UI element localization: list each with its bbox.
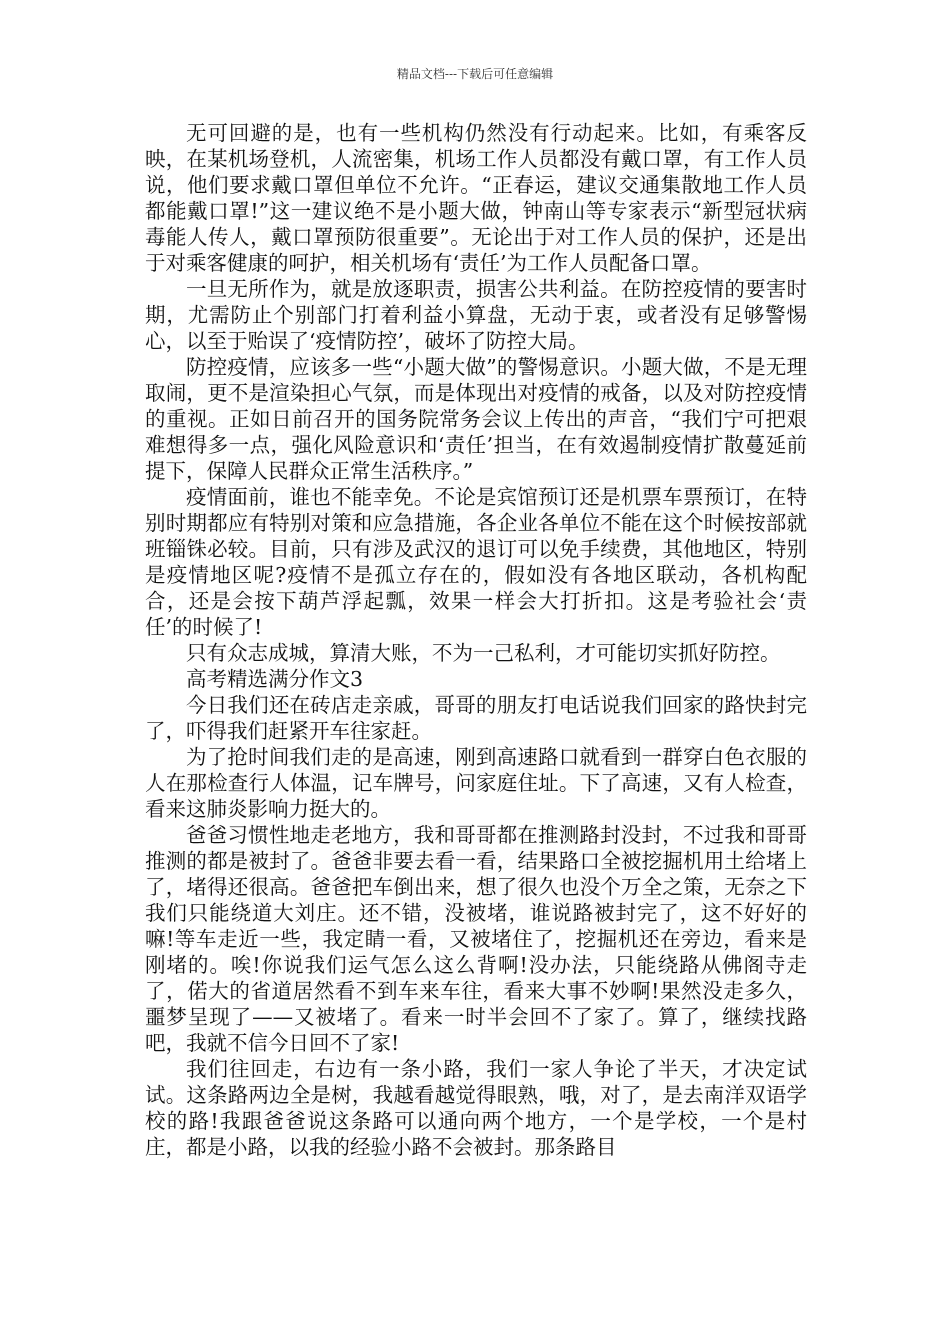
paragraph: 爸爸习惯性地走老地方，我和哥哥都在推测路封没封，不过我和哥哥推测的都是被封了。爸爸非要去看一看，结果路口全被挖掘机用土给堵上了，堵得还很高。爸爸把车倒出来，想了很久也没个万全之策，无奈之下我们只能绕道大刘庄。还不错，没被堵，谁说路被封完了，这不好好的嘛!等车走近一些，我定睛一看，又被堵住了，挖掘机还在旁边，看来是刚堵的。唉!你说我们运气怎么这么背啊!没办法，只能绕路从佛阁寺走了，偌大的省道居然看不到车来车往，看来大事不妙啊!果然没走多久，噩梦呈现了——又被堵了。看来一时半会回不了家了。算了，继续找路吧，我就不信今日回不了家! [145, 823, 807, 1055]
paragraph: 无可回避的是，也有一些机构仍然没有行动起来。比如，有乘客反映，在某机场登机，人流密集，机场工作人员都没有戴口罩，有工作人员说，他们要求戴口罩但单位不允许。“正春运，建议交通集散地工作人员都能戴口罩!”这一建议绝不是小题大做，钟南山等专家表示“新型冠状病毒能人传人，戴口罩预防很重要”。无论出于对工作人员的保护，还是出于对乘客健康的呵护，相关机场有‘责任’为工作人员配备口罩。 [145, 121, 807, 275]
paragraph: 只有众志成城，算清大账，不为一己私利，才可能切实抓好防控。 [186, 641, 781, 665]
document-body [145, 120, 807, 1160]
paragraph: 今日我们还在砖店走亲戚，哥哥的朋友打电话说我们回家的路快封完了，吓得我们赶紧开车往家赶。 [145, 693, 807, 743]
paragraph: 防控疫情，应该多一些“小题大做”的警惕意识。小题大做，不是无理取闹，更不是渲染担心气氛，而是体现出对疫情的戒备，以及对防控疫情的重视。正如日前召开的国务院常务会议上传出的声音，“我们宁可把艰难想得多一点，强化风险意识和‘责任’担当，在有效遏制疫情扩散蔓延前提下，保障人民群众正常生活秩序。” [145, 355, 807, 483]
paragraph: 我们往回走，右边有一条小路，我们一家人争论了半天，才决定试试。这条路两边全是树，我越看越觉得眼熟，哦，对了，是去南洋双语学校的路!我跟爸爸说这条路可以通向两个地方，一个是学校，一个是村庄，都是小路，以我的经验小路不会被封。那条路目 [145, 1057, 807, 1159]
paragraph: 一旦无所作为，就是放逐职责，损害公共利益。在防控疫情的要害时期，尤需防止个别部门打着利益小算盘，无动于衷，或者没有足够警惕心，以至于贻误了‘疫情防控’，破坏了防控大局。 [145, 277, 807, 353]
page-header: 精品文档---下载后可任意编辑 [396, 67, 554, 81]
paragraph: 疫情面前，谁也不能幸免。不论是宾馆预订还是机票车票预订，在特别时期都应有特别对策和应急措施，各企业各单位不能在这个时候按部就班锱铢必较。目前，只有涉及武汉的退订可以免手续费，其他地区，特别是疫情地区呢?疫情不是孤立存在的，假如没有各地区联动，各机构配合，还是会按下葫芦浮起瓢，效果一样会大打折扣。这是考验社会‘责任’的时候了! [145, 485, 807, 639]
paragraph: 为了抢时间我们走的是高速，刚到高速路口就看到一群穿白色衣服的人在那检查行人体温，记车牌号，问家庭住址。下了高速，又有人检查，看来这肺炎影响力挺大的。 [145, 745, 807, 821]
section-heading: 高考精选满分作文3 [186, 667, 364, 691]
